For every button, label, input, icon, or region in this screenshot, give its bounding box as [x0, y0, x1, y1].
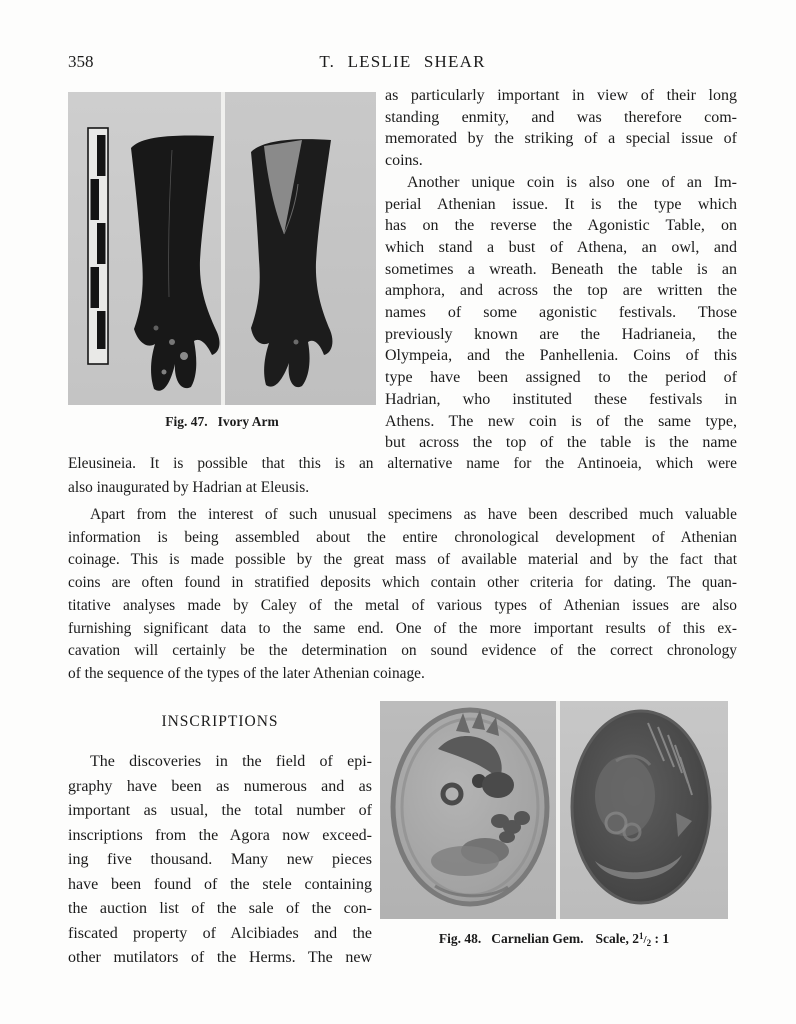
text-line: amphora, and across the top are written the	[385, 282, 737, 300]
text-line: important as usual, the total number of	[68, 802, 372, 819]
text-line: which stand a bust of Athena, an owl, and	[385, 238, 737, 256]
carnelian-gem-photograph	[380, 701, 728, 919]
text-line: coins are often found in stratified deposits which contain other criteria for dating. The quan-	[68, 574, 737, 592]
text-line: inscriptions from the Agora now exceed-	[68, 826, 372, 844]
gem-right-intaglio	[572, 711, 710, 903]
text-line: has on the reverse the Agonistic Table, on	[385, 217, 737, 235]
text-line: fiscated property of Alcibiades and the	[68, 924, 372, 942]
figure-48-photo	[380, 701, 728, 919]
ivory-arm-photograph	[68, 92, 376, 405]
text-line: Athens. The new coin is of the same type,	[385, 412, 737, 430]
text-line: of the sequence of the types of the later Athenian coinage.	[68, 664, 425, 682]
text-line: names of some agonistic festivals. Those	[385, 304, 737, 322]
section-heading-inscriptions: INSCRIPTIONS	[161, 713, 279, 730]
photo-panel-gap	[221, 92, 225, 405]
photo-panel-gap	[556, 701, 560, 919]
text-line: the auction list of the sale of the con-	[68, 900, 372, 917]
text-line: other mutilators of the Herms. The new	[68, 949, 372, 966]
figure-48-caption-label: Fig. 48.	[438, 931, 482, 946]
text-line: information is being assembled about the entire chronological development of Athenian	[68, 528, 737, 546]
text-line: Hadrian, who instituted these festivals in	[385, 390, 737, 408]
full-width-paragraph-1	[68, 452, 737, 500]
text-line: Apart from the interest of such unusual specimens as have been described much valuable	[90, 506, 737, 523]
left-text-column	[68, 750, 372, 971]
figure-48-caption	[380, 931, 728, 948]
text-line: coins.	[385, 152, 423, 170]
figure-47-caption	[68, 414, 376, 430]
text-line: ing five thousand. Many new pieces	[68, 851, 372, 868]
text-line: also inaugurated by Hadrian at Eleusis.	[68, 479, 310, 496]
text-line: titative analyses made by Caley of the metal of various types of Athenian issues are also	[68, 596, 737, 614]
text-line: previously known are the Hadrianeia, the	[385, 325, 737, 343]
text-line: cavation will certainly be the determination on sound evidence of the correct chronology	[68, 642, 737, 660]
running-head: T. LESLIE SHEAR	[319, 52, 486, 71]
full-width-paragraph-2	[68, 504, 737, 686]
figure-47-caption-title: Ivory Arm	[217, 414, 279, 429]
figure-47-photo	[68, 92, 376, 405]
text-line: graphy have been as numerous and as	[68, 777, 372, 795]
figure-48-caption-title: Carnelian Gem.	[491, 931, 584, 946]
scale-bar	[88, 128, 108, 364]
figure-48-caption-scale: Scale, $2^1/_2$ : 1	[595, 931, 670, 948]
text-line: sometimes a wreath. Beneath the table is an	[385, 260, 737, 278]
text-line: furnishing significant data to the same end. One of the more important results of this ex-	[68, 619, 737, 637]
text-line: Olympeia, and the Panhellenia. Coins of this	[385, 347, 737, 365]
text-line: perial Athenian issue. It is the type which	[385, 195, 737, 213]
text-line: Another unique coin is also one of an Im-	[407, 173, 737, 191]
page-number: 358	[68, 52, 94, 71]
text-line: Eleusineia. It is possible that this is an alternative name for the Antinoeia, which were	[68, 455, 737, 472]
text-line: The discoveries in the field of epi-	[90, 753, 372, 770]
text-line: memorated by the striking of a special issue of	[385, 130, 737, 148]
text-line: type have been assigned to the period of	[385, 369, 737, 387]
text-line: but across the top of the table is the name	[385, 434, 737, 452]
right-text-column	[385, 85, 737, 454]
text-line: have been found of the stele containing	[68, 875, 372, 893]
text-line: coinage. This is made possible by the great mass of available material and by the fact that	[68, 551, 737, 569]
gem-left-bearded-head	[393, 710, 547, 904]
text-line: standing enmity, and was therefore com-	[385, 108, 737, 126]
text-line: as particularly important in view of their long	[385, 87, 737, 104]
figure-47-caption-label: Fig. 47.	[165, 414, 208, 429]
